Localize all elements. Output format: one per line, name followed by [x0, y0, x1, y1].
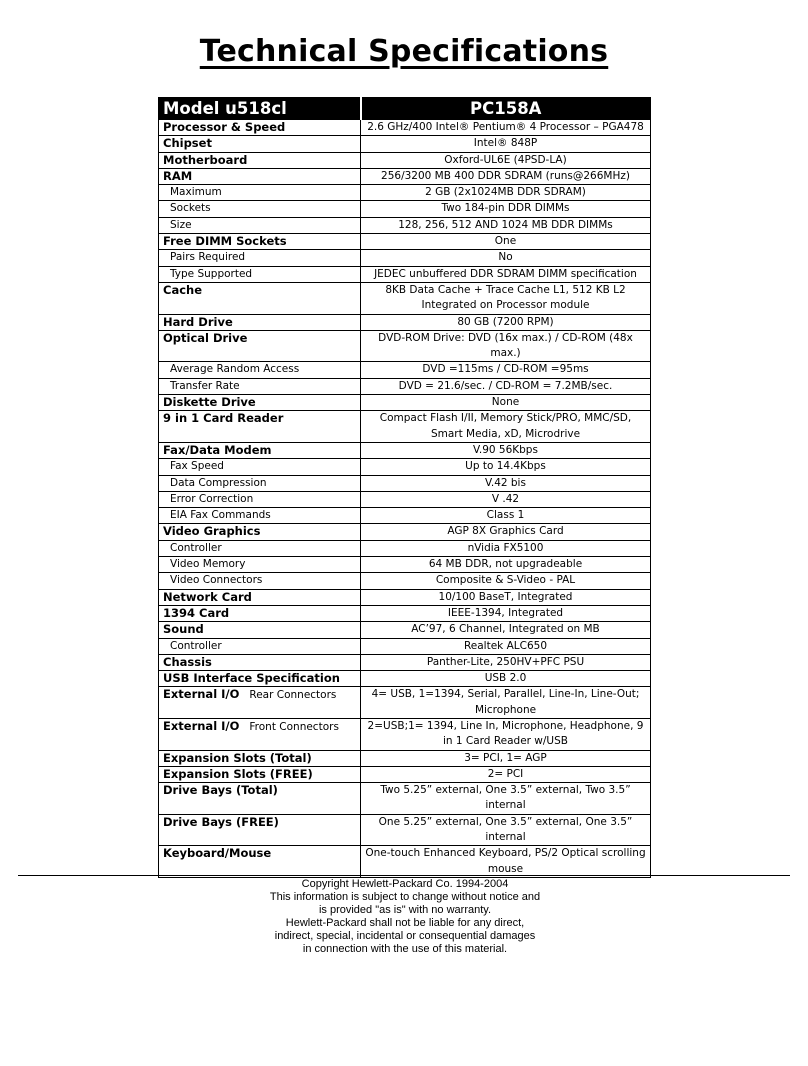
spec-label [159, 783, 361, 815]
spec-value: 8KB Data Cache + Trace Cache L1, 512 KB L2 Integrated on Processor module [361, 282, 651, 314]
spec-label-text: 1394 Card [163, 605, 230, 620]
table-row [159, 524, 651, 540]
spec-label [159, 314, 361, 330]
spec-label-text: Controller [170, 541, 222, 554]
spec-label [159, 250, 361, 266]
table-row [159, 136, 651, 152]
spec-label-text: Expansion Slots (Total) [163, 750, 312, 765]
spec-label [159, 217, 361, 233]
spec-label [159, 573, 361, 589]
copyright-line: Hewlett-Packard shall not be liable for any direct, [285, 917, 525, 929]
spec-label [159, 750, 361, 766]
table-row [159, 314, 651, 330]
table-row [159, 201, 651, 217]
spec-label [159, 395, 361, 411]
spec-label-text: Video Graphics [163, 524, 261, 539]
spec-value: USB 2.0 [361, 671, 651, 687]
table-row [159, 846, 651, 878]
spec-value: No [361, 250, 651, 266]
spec-label [159, 671, 361, 687]
spec-label-text: Video Memory [170, 558, 246, 571]
table-row [159, 783, 651, 815]
spec-label [159, 201, 361, 217]
spec-value: 2= PCI [361, 766, 651, 782]
model-name-header: Model u518cl [159, 98, 361, 120]
copyright-line: indirect, special, incidental or consequential damages [274, 930, 536, 942]
spec-label [159, 362, 361, 378]
spec-value: 64 MB DDR, not upgradeable [361, 557, 651, 573]
spec-label-text: Fax Speed [170, 460, 224, 473]
spec-label [159, 185, 361, 201]
spec-label [159, 846, 361, 878]
spec-label-text: Sound [163, 622, 204, 637]
spec-label-suffix: Rear Connectors [249, 689, 337, 702]
spec-label-text: Optical Drive [163, 330, 248, 345]
spec-value: DVD =115ms / CD-ROM =95ms [361, 362, 651, 378]
copyright-line: is provided "as is" with no warranty. [318, 904, 492, 916]
spec-value: Realtek ALC650 [361, 638, 651, 654]
spec-label-text: Processor & Speed [163, 120, 286, 134]
spec-value: One-touch Enhanced Keyboard, PS/2 Optical scrolling mouse [361, 846, 651, 878]
spec-value: V.42 bis [361, 475, 651, 491]
spec-label-text: Hard Drive [163, 314, 233, 329]
table-row [159, 508, 651, 524]
spec-value: Compact Flash I/II, Memory Stick/PRO, MMC/SD, Smart Media, xD, Microdrive [361, 411, 651, 443]
spec-label [159, 508, 361, 524]
spec-label-text: Chassis [163, 654, 212, 669]
spec-value: Two 5.25” external, One 3.5” external, Two 3.5” internal [361, 783, 651, 815]
table-row [159, 459, 651, 475]
spec-value: IEEE-1394, Integrated [361, 605, 651, 621]
spec-label [159, 814, 361, 846]
spec-label [159, 234, 361, 250]
table-row [159, 557, 651, 573]
table-row [159, 814, 651, 846]
spec-label-text: Keyboard/Mouse [163, 846, 272, 861]
spec-label [159, 687, 361, 719]
spec-label-text: Free DIMM Sockets [163, 234, 287, 249]
spec-label [159, 718, 361, 750]
copyright-line: This information is subject to change without notice and [269, 891, 541, 903]
spec-label-text: USB Interface Specification [163, 671, 340, 686]
footer-divider [18, 875, 790, 876]
copyright-notice [200, 878, 610, 956]
spec-label [159, 442, 361, 458]
table-row [159, 234, 651, 250]
table-row [159, 718, 651, 750]
spec-value: JEDEC unbuffered DDR SDRAM DIMM specification [361, 266, 651, 282]
spec-value: Panther-Lite, 250HV+PFC PSU [361, 654, 651, 670]
spec-label [159, 540, 361, 556]
table-row [159, 185, 651, 201]
spec-label-text: Expansion Slots (FREE) [163, 766, 313, 781]
table-row [159, 750, 651, 766]
spec-table [158, 97, 651, 878]
spec-value: 10/100 BaseT, Integrated [361, 589, 651, 605]
table-row [159, 442, 651, 458]
spec-value: 2=USB;1= 1394, Line In, Microphone, Headphone, 9 in 1 Card Reader w/USB [361, 718, 651, 750]
spec-label [159, 638, 361, 654]
table-row [159, 217, 651, 233]
part-number-header: PC158A [361, 98, 651, 120]
spec-label-text: Average Random Access [170, 363, 300, 376]
spec-label [159, 266, 361, 282]
spec-label [159, 475, 361, 491]
table-row [159, 152, 651, 168]
spec-value: 256/3200 MB 400 DDR SDRAM (runs@266MHz) [361, 168, 651, 184]
spec-label [159, 136, 361, 152]
table-row [159, 638, 651, 654]
spec-value: AGP 8X Graphics Card [361, 524, 651, 540]
spec-label [159, 282, 361, 314]
spec-label-text: Controller [170, 639, 222, 652]
spec-value: DVD = 21.6/sec. / CD-ROM = 7.2MB/sec. [361, 378, 651, 394]
spec-label-text: Error Correction [170, 492, 254, 505]
spec-value: 2.6 GHz/400 Intel® Pentium® 4 Processor – PGA478 [361, 120, 651, 136]
table-row [159, 589, 651, 605]
table-row [159, 282, 651, 314]
spec-value: DVD-ROM Drive: DVD (16x max.) / CD-ROM (48x max.) [361, 330, 651, 362]
spec-value: One [361, 234, 651, 250]
table-row [159, 475, 651, 491]
spec-label [159, 557, 361, 573]
spec-label [159, 120, 361, 136]
table-row [159, 362, 651, 378]
spec-label-text: Chipset [163, 136, 212, 151]
spec-value: 128, 256, 512 AND 1024 MB DDR DIMMs [361, 217, 651, 233]
spec-label [159, 330, 361, 362]
spec-label-text: Maximum [170, 186, 222, 199]
spec-value: nVidia FX5100 [361, 540, 651, 556]
spec-label-text: Sockets [170, 202, 211, 215]
table-row [159, 622, 651, 638]
spec-label [159, 622, 361, 638]
spec-label-text: Transfer Rate [170, 379, 240, 392]
table-row [159, 411, 651, 443]
spec-label [159, 766, 361, 782]
spec-label-text: Video Connectors [170, 574, 263, 587]
spec-label [159, 654, 361, 670]
table-row [159, 378, 651, 394]
copyright-line: in connection with the use of this material. [302, 943, 508, 955]
spec-value: V.90 56Kbps [361, 442, 651, 458]
spec-table-header [159, 98, 651, 120]
table-row [159, 687, 651, 719]
spec-value: Intel® 848P [361, 136, 651, 152]
spec-value: Two 184-pin DDR DIMMs [361, 201, 651, 217]
spec-label [159, 524, 361, 540]
spec-label [159, 491, 361, 507]
table-row [159, 120, 651, 136]
spec-label-text: Size [170, 218, 192, 231]
spec-label [159, 152, 361, 168]
spec-value: Class 1 [361, 508, 651, 524]
spec-value: AC’97, 6 Channel, Integrated on MB [361, 622, 651, 638]
spec-label [159, 605, 361, 621]
spec-value: V .42 [361, 491, 651, 507]
table-row [159, 766, 651, 782]
spec-label [159, 168, 361, 184]
spec-label [159, 459, 361, 475]
spec-label-text: Motherboard [163, 152, 248, 167]
spec-label [159, 378, 361, 394]
spec-table-body [159, 120, 651, 878]
table-row [159, 654, 651, 670]
spec-value: None [361, 395, 651, 411]
spec-label-text: Data Compression [170, 476, 267, 489]
spec-label-text: Drive Bays (FREE) [163, 814, 279, 829]
spec-label-text: Fax/Data Modem [163, 442, 272, 457]
table-row [159, 605, 651, 621]
spec-label-text: Pairs Required [170, 251, 246, 264]
spec-label-text: RAM [163, 168, 193, 183]
spec-label-text: External I/O [163, 718, 240, 733]
spec-label-text: 9 in 1 Card Reader [163, 411, 284, 426]
table-row [159, 395, 651, 411]
table-row [159, 168, 651, 184]
table-row [159, 540, 651, 556]
spec-label [159, 411, 361, 443]
spec-label-text: Network Card [163, 589, 252, 604]
spec-label [159, 589, 361, 605]
spec-label-text: Diskette Drive [163, 395, 256, 410]
table-row [159, 250, 651, 266]
table-row [159, 671, 651, 687]
page-title: Technical Specifications [199, 34, 609, 69]
table-row [159, 330, 651, 362]
table-row [159, 491, 651, 507]
spec-label-text: External I/O [163, 687, 240, 702]
spec-value: One 5.25” external, One 3.5” external, One 3.5” internal [361, 814, 651, 846]
spec-value: 80 GB (7200 RPM) [361, 314, 651, 330]
spec-value: 3= PCI, 1= AGP [361, 750, 651, 766]
spec-value: 2 GB (2x1024MB DDR SDRAM) [361, 185, 651, 201]
copyright-line: Copyright Hewlett-Packard Co. 1994-2004 [301, 878, 509, 890]
spec-label-text: Type Supported [170, 267, 253, 280]
spec-value: Up to 14.4Kbps [361, 459, 651, 475]
spec-label-suffix: Front Connectors [249, 720, 339, 733]
spec-value: Oxford-UL6E (4PSD-LA) [361, 152, 651, 168]
table-row [159, 573, 651, 589]
spec-label-text: Cache [163, 282, 203, 297]
spec-label-text: Drive Bays (Total) [163, 783, 278, 798]
spec-value: Composite & S-Video - PAL [361, 573, 651, 589]
spec-label-text: EIA Fax Commands [170, 509, 271, 522]
table-row [159, 266, 651, 282]
spec-value: 4= USB, 1=1394, Serial, Parallel, Line-In, Line-Out; Microphone [361, 687, 651, 719]
